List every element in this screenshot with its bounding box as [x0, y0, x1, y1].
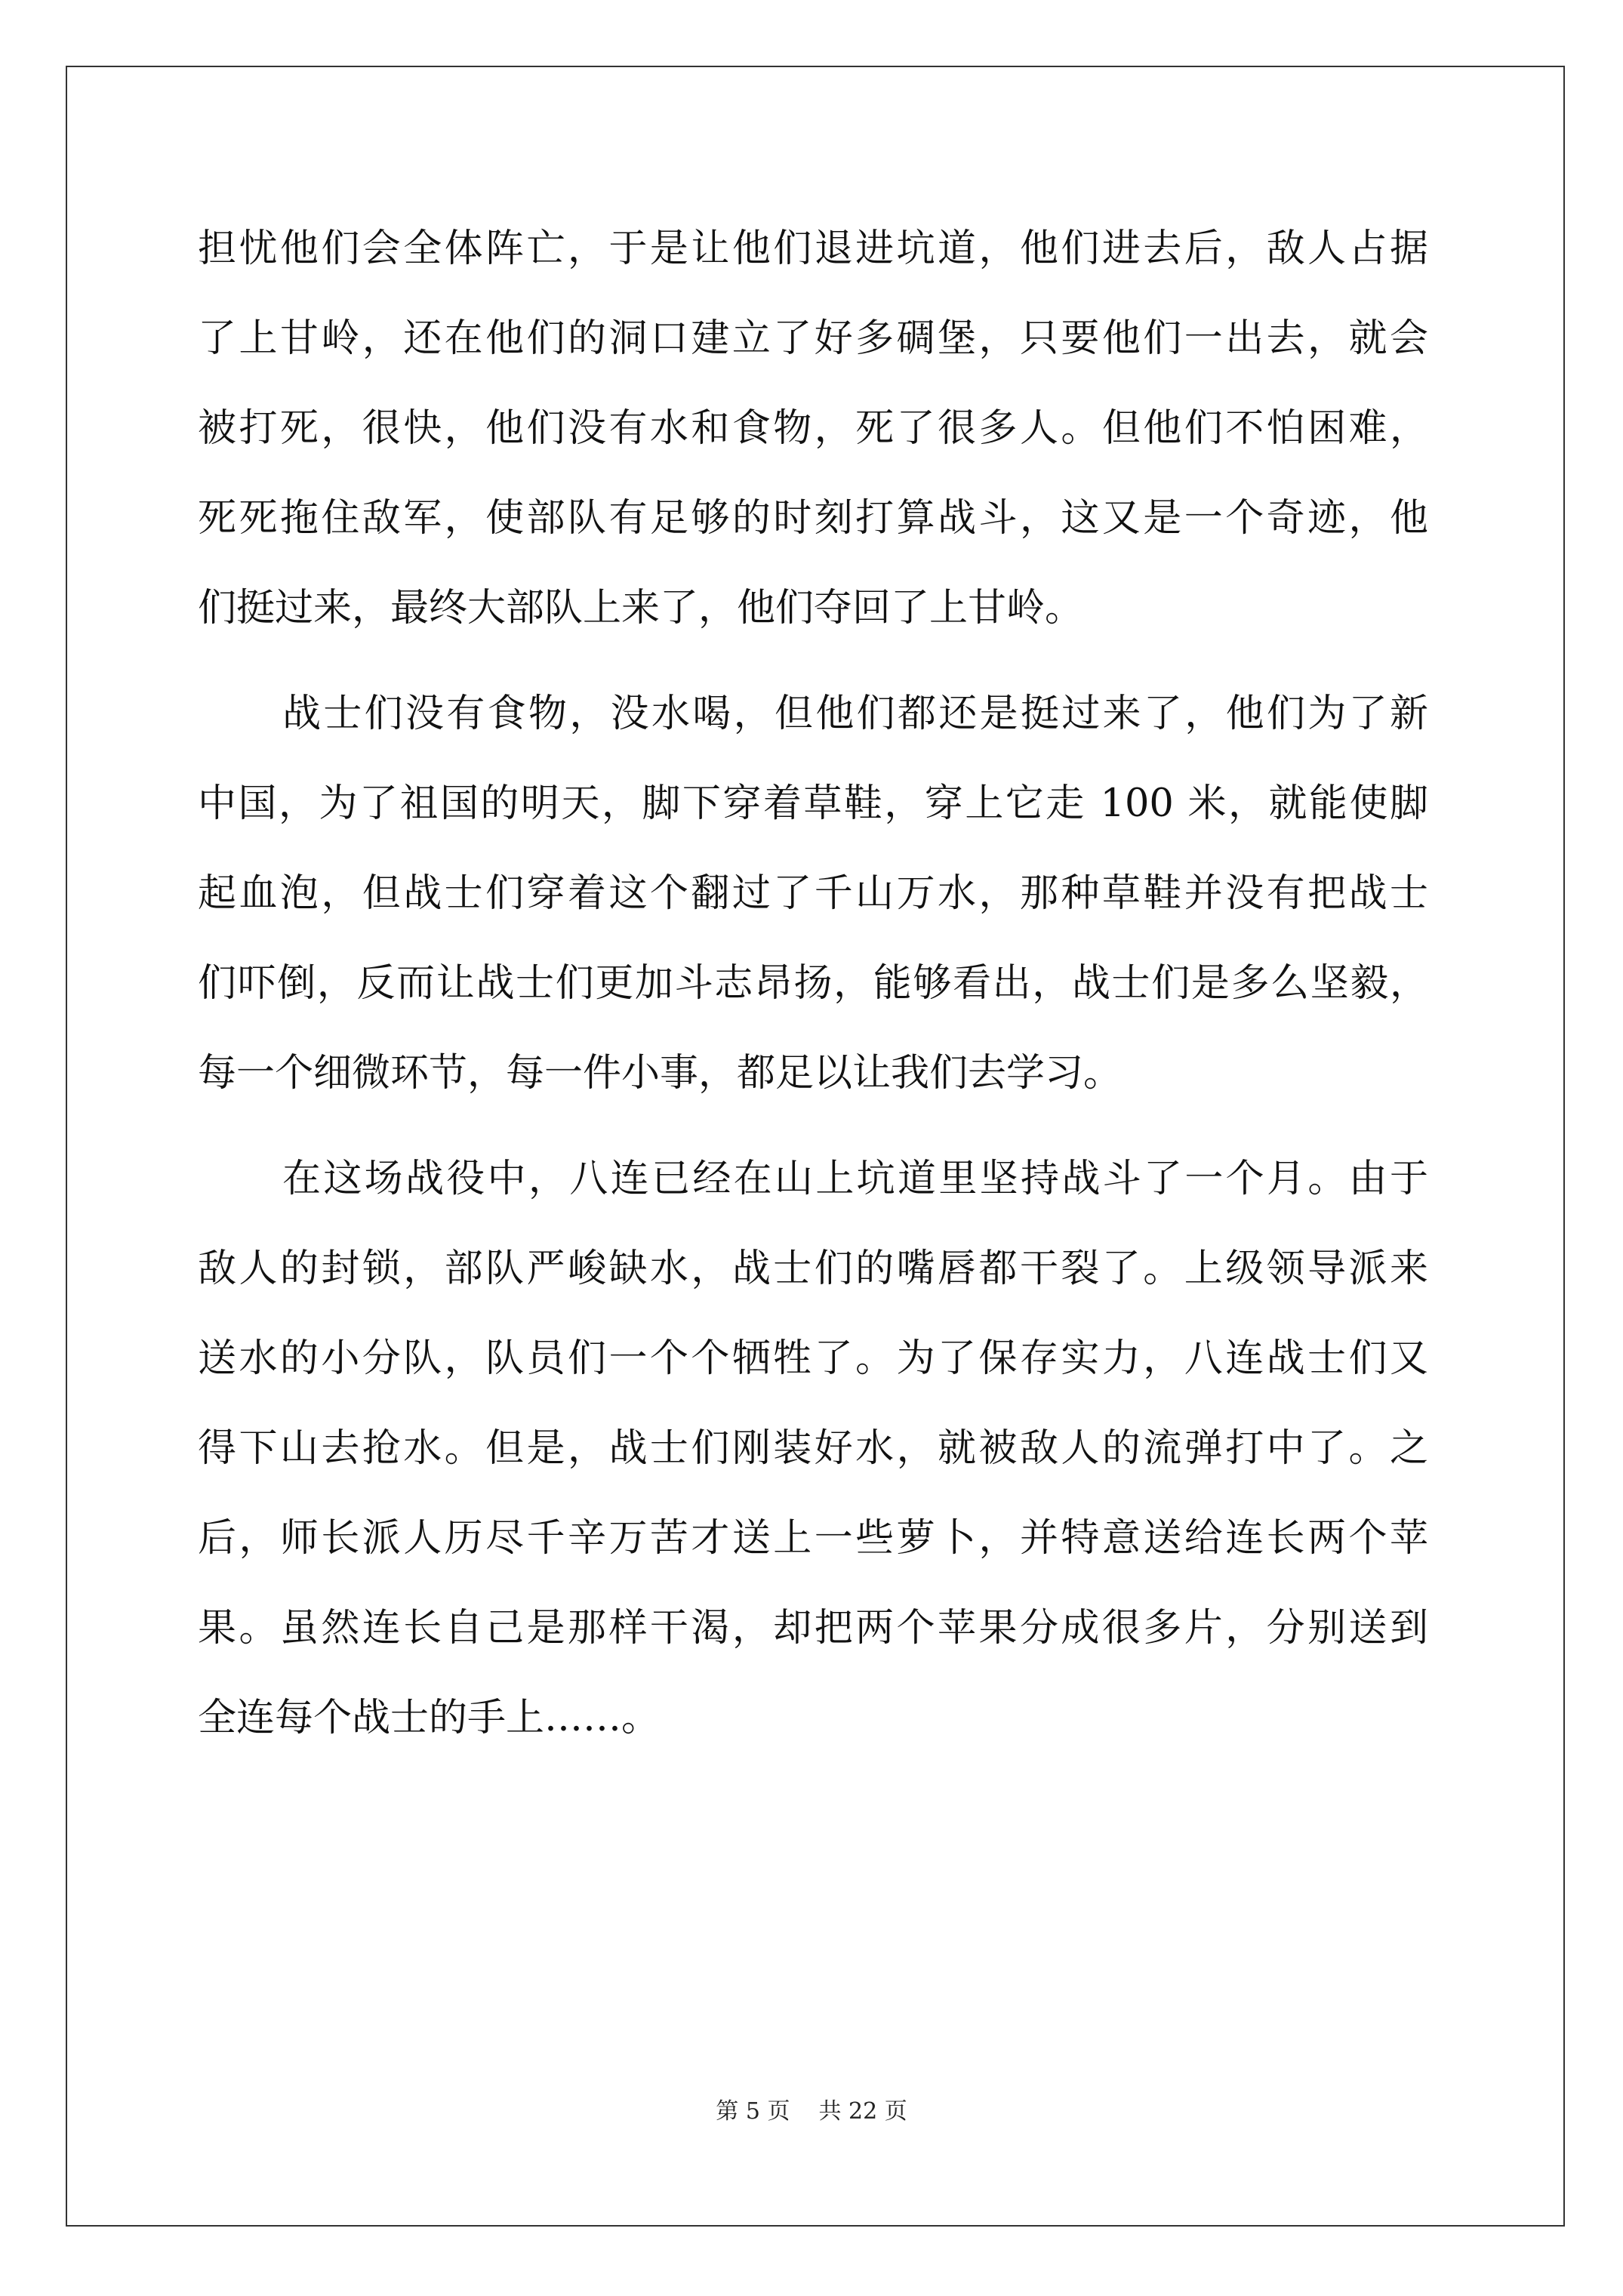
text-line: 战士们没有食物，没水喝，但他们都还是挺过来了，他们为了新 [282, 692, 1428, 736]
text-line: 中国，为了祖国的明天，脚下穿着草鞋，穿上它走 100 米，就能使脚 [198, 781, 1428, 826]
page-footer [0, 2097, 1623, 2127]
text-line: 果。虽然连长自己是那样干渴，却把两个苹果分成很多片，分别送到 [198, 1606, 1428, 1650]
text-line: 敌人的封锁，部队严峻缺水，战士们的嘴唇都干裂了。上级领导派来 [198, 1247, 1428, 1291]
text-line: 起血泡，但战士们穿着这个翻过了千山万水，那种草鞋并没有把战士 [198, 871, 1428, 916]
text-line: 被打死，很快，他们没有水和食物，死了很多人。但他们不怕困难， [198, 406, 1428, 451]
text-line: 全连每个战士的手上……。 [198, 1696, 661, 1740]
text-line: 担忧他们会全体阵亡，于是让他们退进坑道，他们进去后，敌人占据 [198, 227, 1428, 271]
text-line: 在这场战役中，八连已经在山上坑道里坚持战斗了一个月。由于 [282, 1157, 1428, 1201]
text-line: 送水的小分队，队员们一个个牺牲了。为了保存实力，八连战士们又 [198, 1336, 1428, 1381]
page-total: 共 22 页 [818, 2098, 907, 2125]
text-line: 得下山去抢水。但是，战士们刚装好水，就被敌人的流弹打中了。之 [198, 1426, 1428, 1471]
text-line: 们挺过来，最终大部队上来了，他们夺回了上甘岭。 [198, 586, 1084, 630]
text-line: 了上甘岭，还在他们的洞口建立了好多碉堡，只要他们一出去，就会 [198, 316, 1428, 361]
page-border [66, 66, 1565, 2227]
text-line: 后，师长派人历尽千辛万苦才送上一些萝卜，并特意送给连长两个苹 [198, 1516, 1428, 1561]
text-line: 们吓倒，反而让战士们更加斗志昂扬，能够看出，战士们是多么坚毅， [198, 961, 1428, 1006]
text-line: 每一个细微环节，每一件小事，都足以让我们去学习。 [198, 1051, 1123, 1096]
page-number: 第 5 页 [716, 2098, 790, 2125]
text-line: 死死拖住敌军，使部队有足够的时刻打算战斗，这又是一个奇迹，他 [198, 496, 1428, 541]
